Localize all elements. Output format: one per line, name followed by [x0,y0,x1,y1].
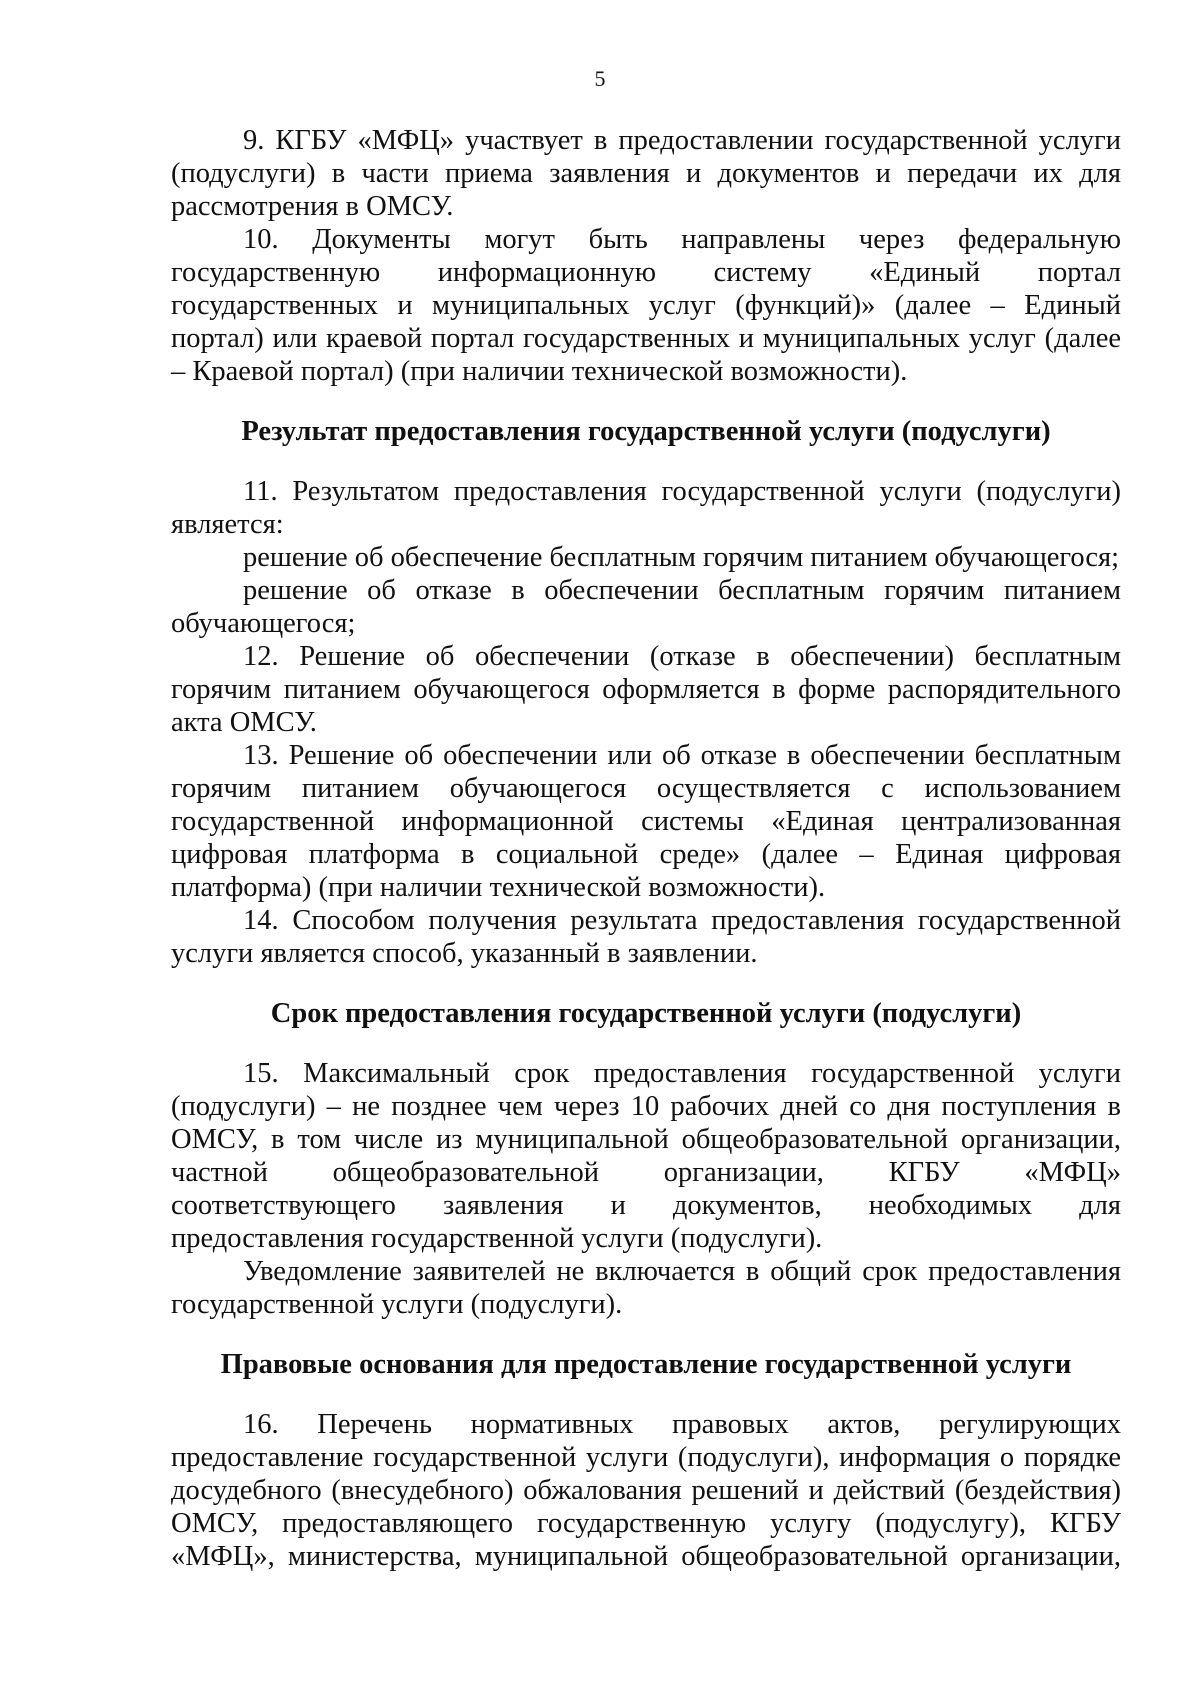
heading-legal: Правовые основания для предоставление государственной услуги [220,1349,1072,1380]
paragraph-11-item-1: решение об обеспечение бесплатным горячим питанием обучающегося; [243,542,1120,573]
document-body [171,124,1121,1573]
heading-result: Результат предоставления государственной услуги (подуслуги) [241,416,1051,447]
paragraph-15-note: Уведомление заявителей не включается в общий срок предоставления государственной услуги (подуслуги). [171,1256,1121,1320]
paragraph-9: 9. КГБУ «МФЦ» участвует в предоставлении государственной услуги (подуслуги) в части приема заявления и документов и передачи их для рассмотрения в ОМСУ. [171,125,1121,222]
page-number: 5 [594,66,606,91]
paragraph-11-item-2: решение об отказе в обеспечении бесплатным горячим питанием обучающегося; [171,575,1121,639]
paragraph-16: 16. Перечень нормативных правовых актов, регулирующих предоставление государственной услуги (подуслуги), информация о порядке досудебного (внесудебного) обжалования решений и действий (бездействия) ОМСУ, предоставляющего государственную услугу (подуслугу), КГБУ «МФЦ», министерства, муниципальной общеобразовательной организации, [171,1409,1121,1572]
paragraph-11: 11. Результатом предоставления государственной услуги (подуслуги) является: [171,476,1121,540]
paragraph-12: 12. Решение об обеспечении (отказе в обеспечении) бесплатным горячим питанием обучающегося оформляется в форме распорядительного акта ОМСУ. [171,641,1121,738]
paragraph-13: 13. Решение об обеспечении или об отказе в обеспечении бесплатным горячим питанием обучающегося осуществляется с использованием государственной информационной системы «Единая централизованная цифровая платформа в социальной среде» (далее – Единая цифровая платформа) (при наличии технической возможности). [171,740,1121,903]
heading-term: Срок предоставления государственной услуги (подуслуги) [270,998,1022,1029]
paragraph-15: 15. Максимальный срок предоставления государственной услуги (подуслуги) – не позднее чем через 10 рабочих дней со дня поступления в ОМСУ, в том числе из муниципальной общеобразовательной организации, частной общеобразовательной организации, КГБУ «МФЦ» соответствующего заявления и документов, необходимых для предоставления государственной услуги (подуслуги). [171,1058,1121,1254]
paragraph-10: 10. Документы могут быть направлены через федеральную государственную информационную систему «Единый портал государственных и муниципальных услуг (функций)» (далее – Единый портал) или краевой портал государственных и муниципальных услуг (далее – Краевой портал) (при наличии технической возможности). [171,224,1121,387]
paragraph-14: 14. Способом получения результата предоставления государственной услуги является способ, указанный в заявлении. [171,905,1121,969]
